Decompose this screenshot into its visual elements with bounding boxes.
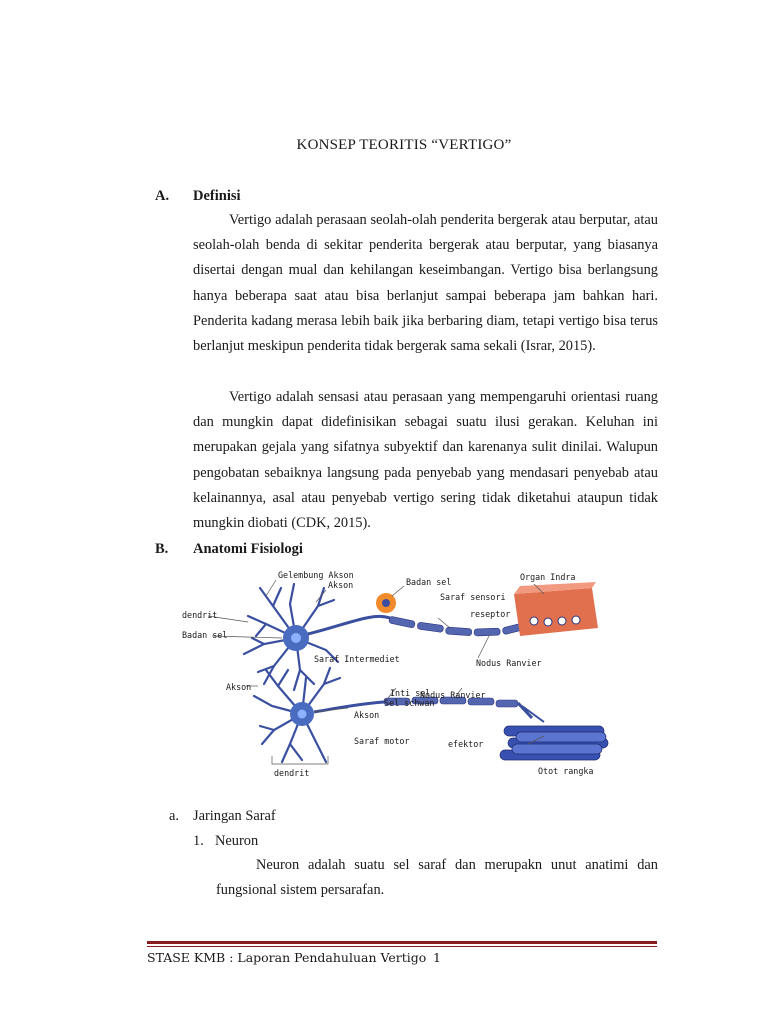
footer-rule-thick [147, 941, 657, 944]
label-badan-sel-top: Badan sel [406, 577, 452, 587]
label-inti-sel: Inti sel [390, 688, 431, 698]
neuron-anatomy-figure [178, 566, 614, 782]
label-dendrit-bottom: dendrit [274, 768, 310, 778]
label-efektor: efektor [448, 739, 484, 749]
section-b-heading: Anatomi Fisiologi [193, 541, 303, 557]
label-dendrit-top: dendrit [182, 610, 218, 620]
label-saraf-intermediet: Saraf Intermediet [314, 654, 400, 664]
label-akson-left: Akson [226, 682, 252, 692]
skeletal-muscle-illustration [500, 726, 608, 760]
list-item-1-label: Neuron [215, 833, 259, 849]
label-gelembung-akson: Gelembung Akson [278, 570, 354, 580]
section-b-letter: B. [155, 541, 169, 557]
label-akson-top: Akson [328, 580, 354, 590]
section-a-heading: Definisi [193, 188, 241, 204]
label-organ-indra: Organ Indra [520, 572, 576, 582]
definition-paragraph-2: Vertigo adalah sensasi atau perasaan yang mempengaruhi orientasi ruang dan mungkin dapat didefinisikan sebagai suatu ilusi gerakan. Keluhan ini merupakan gejala yang sifatnya subyektif dan karenanya sulit dinilai. Walupun pengobatan sebaiknya langsung pada penyebab yang mendasari penyebab atau kelainannya, asal atau penyebab vertigo sering tidak diketahui ataupun tidak mungkin diobati (CDK, 2015). [193, 389, 658, 532]
label-nodus-ranvier-bottom: Nodus Ranvier [420, 690, 486, 700]
neuron-paragraph: Neuron adalah suatu sel saraf dan merupakn unut anatimi dan fungsional sistem persarafan. [216, 857, 658, 899]
label-akson-bottom: Akson [354, 710, 380, 720]
list-item-1-marker: 1. [193, 833, 204, 849]
label-reseptor: reseptor [470, 609, 511, 619]
document-title: KONSEP TEORITIS “VERTIGO” [296, 137, 512, 153]
definition-paragraph-1: Vertigo adalah perasaan seolah-olah penderita bergerak atau berputar, atau seolah-olah benda di sekitar penderita bergerak atau berputar, yang biasanya disertai dengan mual dan kehilangan keseimbangan. Vertigo bisa berlangsung hanya beberapa saat atau bisa berlanjut sampai beberapa jam bahkan hari. Penderita kadang merasa lebih baik jika berbaring diam, tetapi vertigo bisa terus berlanjut meskipun penderita tidak bergerak sama sekali (Israr, 2015). [193, 212, 658, 355]
label-badan-sel-left: Badan sel [182, 630, 228, 640]
label-sel-schwan: Sel schwan [384, 698, 435, 708]
cell-body-illustration [376, 593, 396, 613]
list-item-a-label: Jaringan Saraf [193, 808, 276, 824]
label-otot-rangka: Otot rangka [538, 766, 594, 776]
sensory-organ-skin [514, 582, 598, 636]
section-a-letter: A. [155, 188, 170, 204]
footer-text: STASE KMB : Laporan Pendahuluan Vertigo [147, 950, 427, 965]
label-saraf-sensori: Saraf sensori [440, 592, 506, 602]
footer-rule-thin [147, 946, 657, 947]
page-number: 1 [433, 950, 441, 965]
label-nodus-ranvier-top: Nodus Ranvier [476, 658, 542, 668]
list-item-a-marker: a. [169, 808, 179, 824]
label-saraf-motor: Saraf motor [354, 736, 410, 746]
